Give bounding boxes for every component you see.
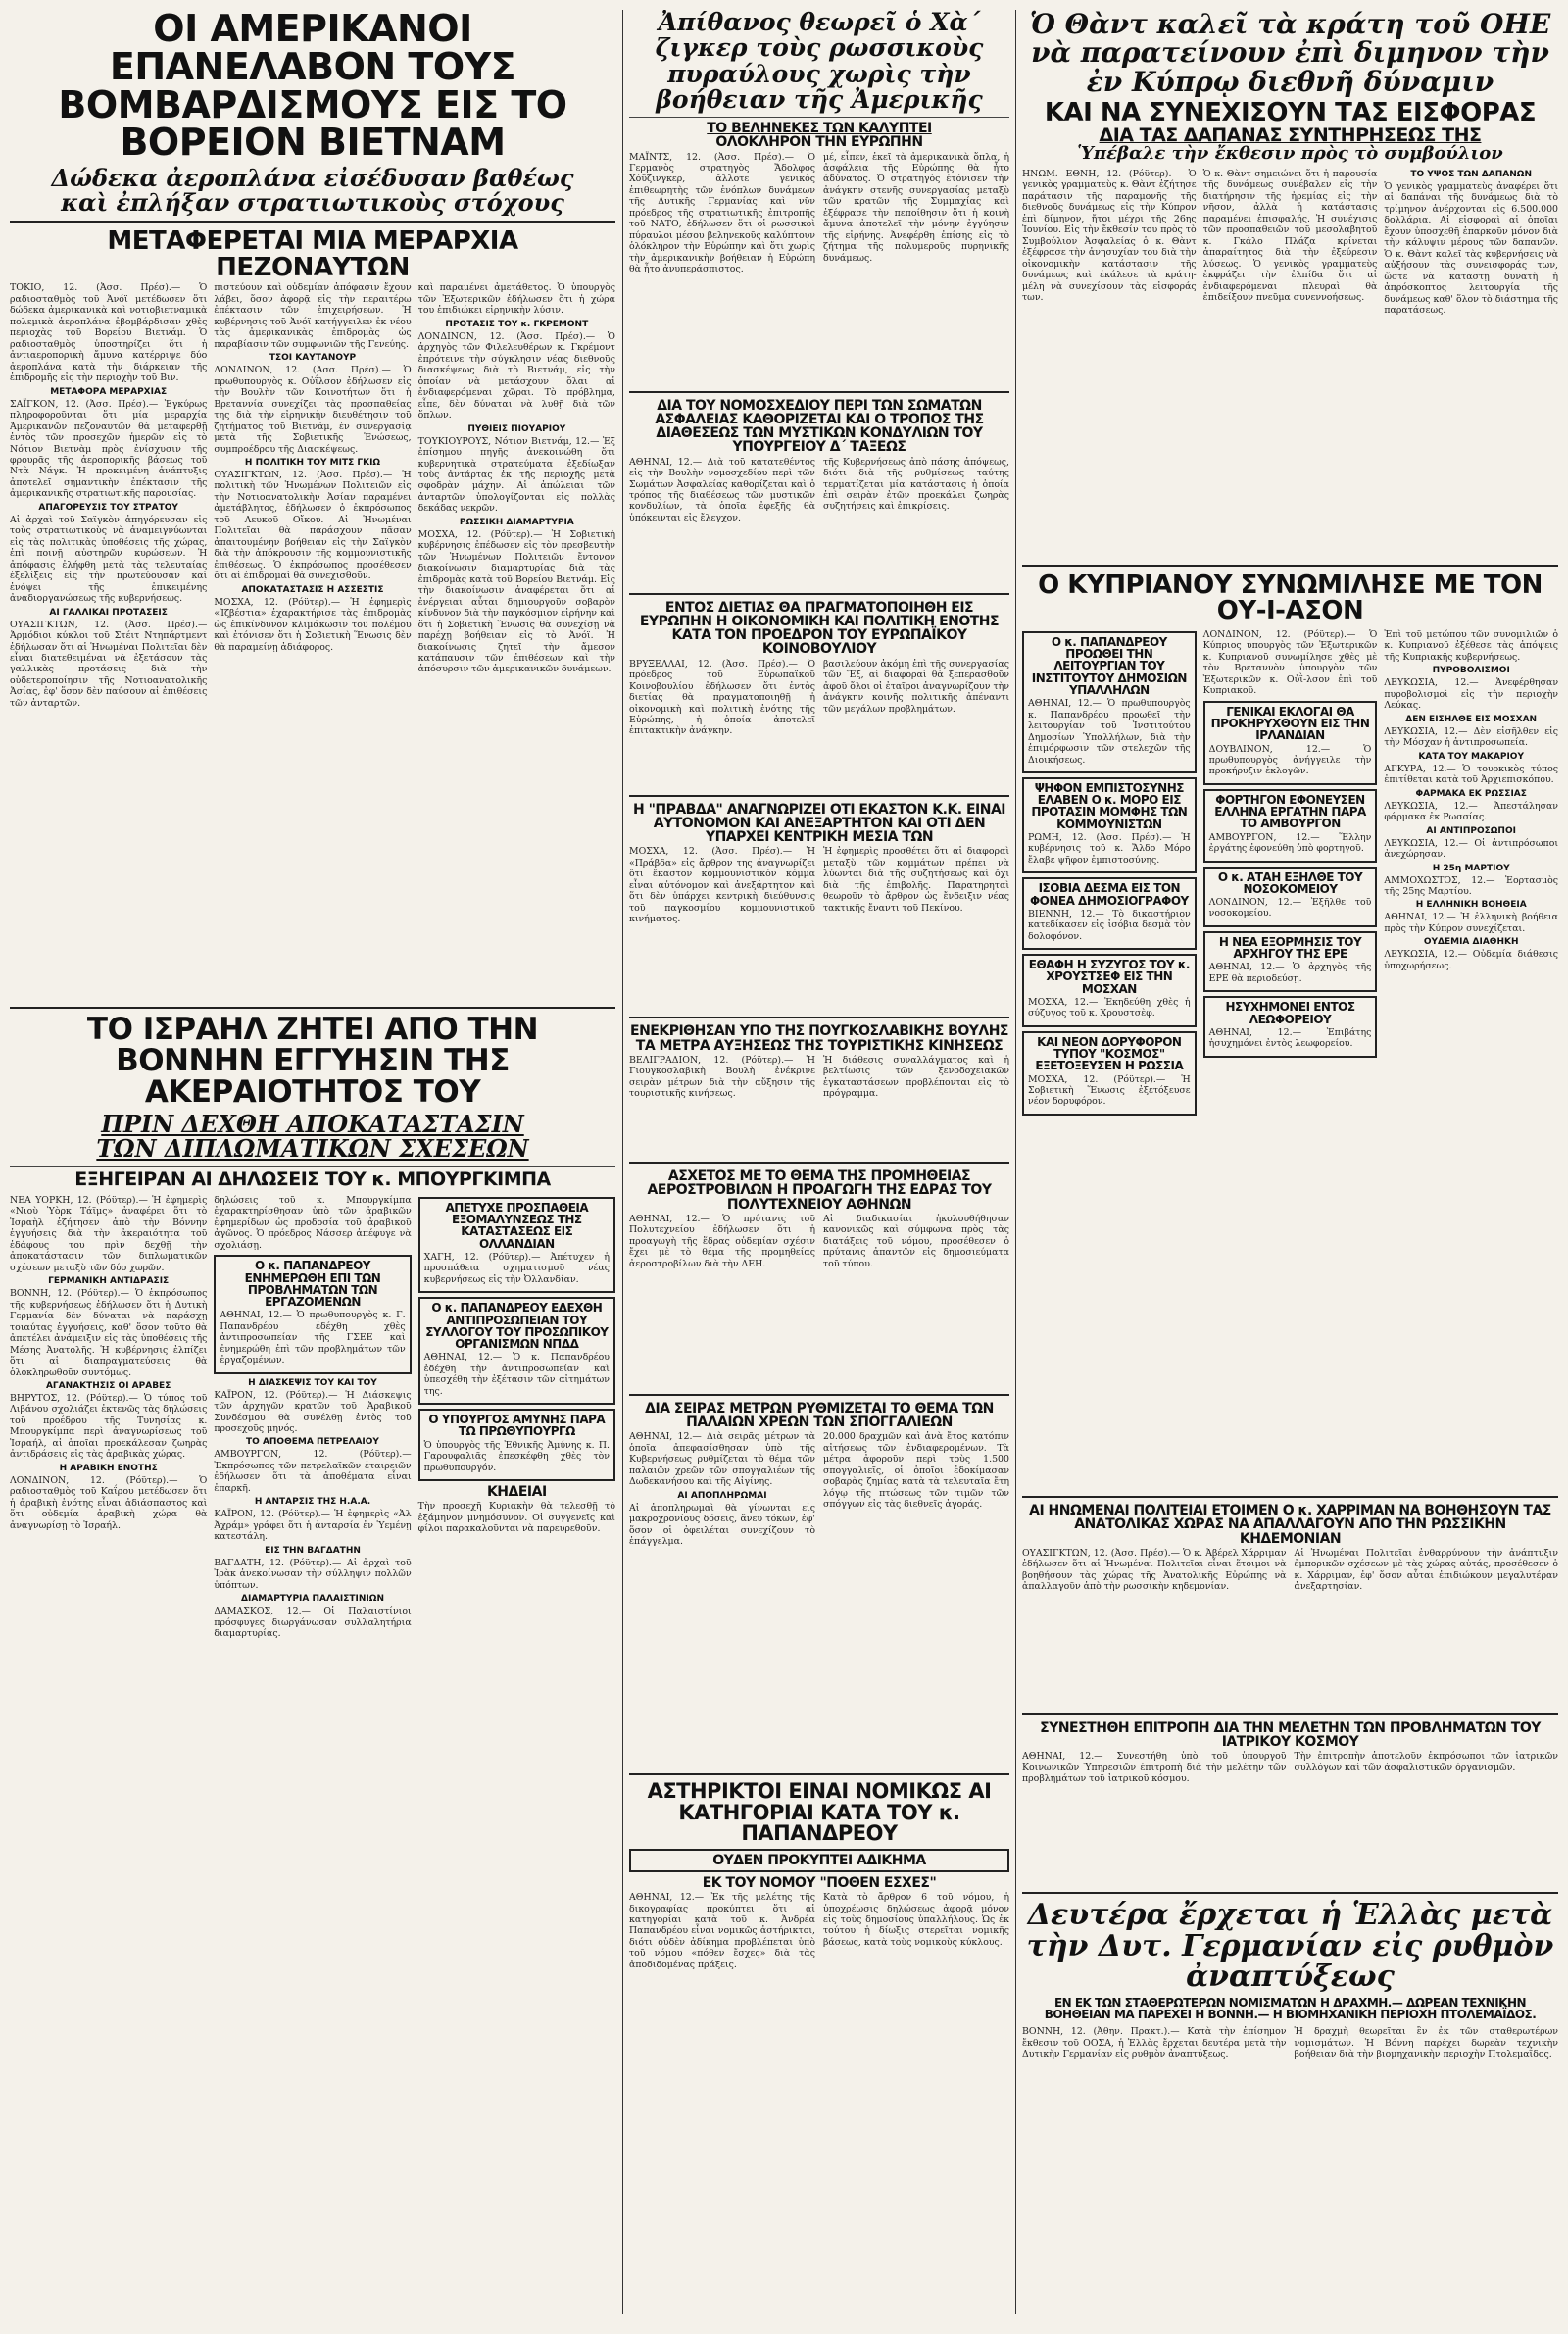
- column-right: [1022, 10, 1558, 2314]
- article-text: δηλώσεις τοῦ κ. Μπουργκίμπα ἐχαρακτηρίσθησαν ὑπὸ τῶν ἀραβικῶν ἐφημερίδων ὡς προδοσία τοῦ ἀραβικοῦ ἀγῶνος. Ὁ πρόεδρος Νάσσερ ἀπέφυγε νὰ σχολιάσῃ.: [214, 1194, 412, 1251]
- box-elections: ΓΕΝΙΚΑΙ ΕΚΛΟΓΑΙ ΘΑ ΠΡΟΚΗΡΥΧΘΟΥΝ ΕΙΣ ΤΗΝ ΙΡΛΑΝΔΙΑΝ ΔΟΥΒΛΙΝΟΝ, 12.— Ὁ πρωθυπουργὸς ἀνήγγειλε τὴν προκήρυξιν ἐκλογῶν.: [1203, 701, 1378, 785]
- article-text: ΒΟΝΝΗ, 12. (Ρόϋτερ).— Ὁ ἐκπρόσωπος τῆς κυβερνήσεως ἐδήλωσεν ὅτι ἡ Δυτικὴ Γερμανία δὲν δύναται νὰ παράσχῃ τοιαύτας ἐγγυήσεις, καθ' ὅσον τοῦτο θὰ ἀπετέλει ἀνάμειξιν εἰς τὰς ὑποθέσεις τῆς Μέσης Ἀνατολῆς. Ἡ κυβέρνησις ἐλπίζει ὅτι αἱ διαπραγματεύσεις θὰ ὁλοκληρωθοῦν συντόμως.: [10, 1288, 208, 1378]
- article-text: ΑΓΚΥΡΑ, 12.— Ὁ τουρκικὸς τύπος ἐπιτίθεται κατὰ τοῦ Ἀρχιεπισκόπου.: [1384, 763, 1558, 786]
- article-text: καὶ παραμένει ἀμετάθετος. Ὁ ὑπουργὸς τῶν Ἐξωτερικῶν ἐδήλωσεν ὅτι ἡ χώρα του ἐπιδιώκει εἰρηνικὴν λύσιν.: [417, 282, 615, 317]
- article-text: ΛΕΥΚΩΣΙΑ, 12.— Δὲν εἰσῆλθεν εἰς τὴν Μόσχαν ἡ ἀντιπροσωπεία.: [1384, 725, 1558, 749]
- article-text: ΜΑΪΝΤΣ, 12. (Ἀσσ. Πρέσ).— Ὁ Γερμανὸς στρατηγὸς Ἄδολφος Χόϋζινγκερ, ἄλλοτε γενικὸς ἐπιθεωρητὴς τῶν ἐνόπλων δυνάμεων τῆς Δυτικῆς Γερμανίας καὶ νῦν πρόεδρος τῆς στρατιωτικῆς ἐπιτροπῆς τοῦ ΝΑΤΟ, ἐδήλωσεν ὅτι οἱ ρωσσικοὶ πύραυλοι μέσου βεληνεκοῦς καλύπτουν ὁλόκληρον τὴν Εὐρώπην καὶ ὅτι χωρὶς τὴν ἀμερικανικὴν βοήθειαν ἡ Εὐρώπη θὰ ἦτο ἀνυπεράσπιστος.: [629, 151, 815, 275]
- column-left: [10, 10, 615, 2314]
- article-text: ΜΟΣΧΑ, 12.— Ἐκηδεύθη χθὲς ἡ σύζυγος τοῦ κ. Χρουστσὲφ.: [1028, 996, 1191, 1019]
- article-pravda: [629, 844, 1009, 1011]
- headline-security-bill: ΔΙΑ ΤΟΥ ΝΟΜΟΣΧΕΔΙΟΥ ΠΕΡΙ ΤΩΝ ΣΩΜΑΤΩΝ ΑΣΦΑΛΕΙΑΣ ΚΑΘΟΡΙΖΕΤΑΙ ΚΑΙ Ο ΤΡΟΠΟΣ ΤΗΣ ΔΙΑΘΕΣΕΩΣ ΤΩΝ ΜΥΣΤΙΚΩΝ ΚΟΝΔΥΛΙΩΝ ΤΟΥ ΥΠΟΥΡΓΕΙΟΥ Δ΄ ΤΑΞΕΩΣ: [655, 397, 984, 456]
- article-text: ΛΟΝΔΙΝΟΝ, 12. (Ἀσσ. Πρέσ).— Ὁ πρωθυπουργὸς κ. Οὐΐλσον ἐδήλωσεν εἰς τὴν Βουλὴν τῶν Κοινοτήτων ὅτι ἡ Βρεταννία συνεχίζει τὰς προσπαθείας της διὰ τὴν εἰρηνικὴν διευθέτησιν τοῦ ζητήματος τοῦ Βιετνάμ, ἐν συνεργασίᾳ μετὰ τῆς Σοβιετικῆς Ἑνώσεως, συμπροέδρου τῆς Διασκέψεως.: [214, 365, 412, 455]
- article-text: ΑΜΒΟΥΡΓΟΝ, 12.— Ἕλλην ἐργάτης ἐφονεύθη ὑπὸ φορτηγοῦ.: [1208, 831, 1372, 855]
- headline-vietnam-sub2: καὶ ἐπλήξαν στρατιωτικοὺς στόχους: [61, 188, 564, 218]
- article-kyprianou: [1022, 627, 1558, 1490]
- headline-bourguiba: ΕΞΗΓΕΙΡΑΝ ΑΙ ΔΗΛΩΣΕΙΣ ΤΟΥ κ. ΜΠΟΥΡΓΚΙΜΠΑ: [74, 1167, 551, 1190]
- subhead: ΔΕΝ ΕΙΣΗΛΘΕ ΕΙΣ ΜΟΣΧΑΝ: [1405, 714, 1538, 724]
- article-text: ΛΟΝΔΙΝΟΝ, 12. (Ρόϋτερ).— Ὁ ραδιοσταθμὸς τοῦ Καΐρου μετέδωσεν ὅτι ἡ ἀραβικὴ ἑνότης εἶναι ἀδιάσπαστος καὶ ὅτι οὐδεμία ἀραβικὴ χώρα θὰ ἀναγνωρίσῃ τὸ Ἰσραήλ.: [10, 1474, 208, 1531]
- headline-thant-sub1: ΚΑΙ ΝΑ ΣΥΝΕΧΙΣΟΥΝ ΤΑΣ ΕΙΣΦΟΡΑΣ: [1044, 98, 1537, 128]
- article-text: ΔΑΜΑΣΚΟΣ, 12.— Οἱ Παλαιστίνιοι πρόσφυγες διωργάνωσαν συλλαλητήρια διαμαρτυρίας.: [214, 1606, 412, 1640]
- article-text: ΝΕΑ ΥΟΡΚΗ, 12. (Ρόϋτερ).— Ἡ ἐφημερὶς «Νιοὺ Ὑὸρκ Τάϊμς» ἀναφέρει ὅτι τὸ Ἰσραὴλ ἐζήτησεν ἀπὸ τὴν Βόννην ἐγγυήσεις διὰ τὴν ἀκεραιότητα τοῦ ἐδάφους του πρὶν δεχθῇ τὴν ἀποκατάστασιν τῶν διπλωματικῶν σχέσεων μεταξὺ τῶν δύο χωρῶν.: [10, 1194, 208, 1273]
- headline-israel: ΤΟ ΙΣΡΑΗΛ ΖΗΤΕΙ ΑΠΟ ΤΗΝ ΒΟΝΝΗΝ ΕΓΓΥΗΣΙΝ ΤΗΣ ΑΚΕΡΑΙΟΤΗΤΟΣ ΤΟΥ: [86, 1012, 539, 1110]
- article-text: Ἡ διάθεσις συναλλάγματος καὶ ἡ βελτίωσις τῶν ξενοδοχειακῶν ἐγκαταστάσεων προβλέπονται εἰς τὸ πρόγραμμα.: [823, 1054, 1009, 1100]
- subhead: ΠΥΘΙΕΙΣ ΠΙΟΥΑΡΙΟΥ: [467, 423, 566, 434]
- subhead: ΜΕΤΑΦΟΡΑ ΜΕΡΑΡΧΙΑΣ: [50, 386, 168, 397]
- column-rule: [622, 10, 623, 2314]
- article-text: ΛΕΥΚΩΣΙΑ, 12.— Ἀπεστάλησαν φάρμακα ἐκ Ρωσσίας.: [1384, 800, 1558, 823]
- article-text: Ὁ ὑπουργὸς τῆς Ἐθνικῆς Ἀμύνης κ. Π. Γαρουφαλιᾶς ἐπεσκέφθη χθὲς τὸν πρωθυπουργόν.: [423, 1439, 610, 1473]
- subhead: ΑΠΟΚΑΤΑΣΤΑΣΙΣ Η ΑΣΣΕΣΤΙΣ: [241, 584, 384, 595]
- headline-vietnam-sub1: Δώδεκα ἀεροπλάνα εἰσέδυσαν βαθέως: [51, 164, 574, 192]
- article-text: Ὁ κ. Θὰντ σημειώνει ὅτι ἡ παρουσία τῆς δυνάμεως συνέβαλεν εἰς τὴν διατήρησιν τῆς ἠρεμίας εἰς τὴν νῆσον, ἀλλὰ ἡ κατάστασις παραμένει ἐπισφαλής. Ἡ συνέχισις τῶν προσπαθειῶν τοῦ μεσολαβητοῦ κ. Γκάλο Πλάζα κρίνεται ἀπαραίτητος διὰ τὴν ἐξεύρεσιν λύσεως. Ὁ γενικὸς γραμματεὺς ἐκφράζει τὴν ἐλπίδα ὅτι αἱ ἐνδιαφερόμεναι πλευραὶ θὰ ἐπιδείξουν πνεῦμα συνεννοήσεως.: [1202, 168, 1378, 304]
- article-security-bill: [629, 455, 1009, 587]
- article-text: ΑΜΜΟΧΩΣΤΟΣ, 12.— Ἑορτασμὸς τῆς 25ης Μαρτίου.: [1384, 874, 1558, 898]
- headline-papandreou-charges-sub2: ΕΚ ΤΟΥ ΝΟΜΟΥ "ΠΟΘΕΝ ΕΣΧΕΣ": [702, 1874, 937, 1891]
- article-text: ΛΕΥΚΩΣΙΑ, 12.— Οὐδεμία διάθεσις ὑποχωρήσεως.: [1384, 949, 1558, 971]
- article-text: ΑΘΗΝΑΙ, 12.— Ὁ κ. Παπανδρέου ἐδέχθη τὴν ἀντιπροσωπείαν καὶ ὑπεσχέθη τὴν ἐξέτασιν τῶν αἰτημάτων της.: [423, 1352, 610, 1397]
- article-text: ΜΟΣΧΑ, 12. (Ρόϋτερ).— Ἡ Σοβιετικὴ Ἕνωσις ἐξετόξευσε νέον δορυφόρον.: [1028, 1073, 1191, 1108]
- article-text: ΒΗΡΥΤΟΣ, 12. (Ρόϋτερ).— Ὁ τύπος τοῦ Λιβάνου σχολιάζει ἐκτενῶς τὰς δηλώσεις τοῦ προέδρου τῆς Τυνησίας κ. Μπουργκίμπα περὶ ἀναγνωρίσεως τοῦ Ἰσραήλ, αἱ ὁποῖαι προεκάλεσαν ζωηρὰς ἀντιδράσεις εἰς τὰς ἀραβικὰς χώρας.: [10, 1393, 208, 1461]
- article-text: ΡΩΜΗ, 12. (Ἀσσ. Πρέσ).— Ἡ κυβέρνησις τοῦ κ. Ἄλδο Μόρο ἔλαβε ψῆφον ἐμπιστοσύνης.: [1028, 831, 1191, 866]
- box-defence-minister: Ο ΥΠΟΥΡΓΟΣ ΑΜΥΝΗΣ ΠΑΡΑ ΤΩ ΠΡΩΘΥΠΟΥΡΓΩ Ὁ ὑπουργὸς τῆς Ἐθνικῆς Ἀμύνης κ. Π. Γαρουφαλιᾶς ἐπεσκέφθη χθὲς τὸν πρωθυπουργόν.: [418, 1409, 615, 1481]
- article-text: Ἡ ἐφημερὶς προσθέτει ὅτι αἱ διαφοραὶ μεταξὺ τῶν κομμάτων πρέπει νὰ λύωνται διὰ τῆς συζητήσεως καὶ ὄχι διὰ τῆς ἐπιβολῆς. Παρατηρηταὶ θεωροῦν τὸ ἄρθρον ὡς ἔνδειξιν νέας τακτικῆς ἔναντι τοῦ Πεκίνου.: [823, 846, 1009, 914]
- article-greece-growth: [1022, 2024, 1558, 2062]
- box-bus: ΗΣΥΧΗΜΟΝΕΙ ΕΝΤΟΣ ΛΕΩΦΟΡΕΙΟΥ ΑΘΗΝΑΙ, 12.— Ἐπιβάτης ἡσυχημόνει ἐντὸς λεωφορείου.: [1203, 996, 1378, 1057]
- headline-marines: ΜΕΤΑΦΕΡΕΤΑΙ ΜΙΑ ΜΕΡΑΡΧΙΑ ΠΕΖΟΝΑΥΤΩΝ: [107, 226, 518, 282]
- headline-papandreou-charges: ΑΣΤΗΡΙΚΤΟΙ ΕΙΝΑΙ ΝΟΜΙΚΩΣ ΑΙ ΚΑΤΗΓΟΡΙΑΙ ΚΑΤΑ ΤΟΥ κ. ΠΑΠΑΝΔΡΕΟΥ: [647, 1779, 992, 1846]
- article-text: ΟΥΑΣΙΓΚΤΩΝ, 12. (Ἀσσ. Πρέσ).— Ἀρμόδιοι κύκλοι τοῦ Στέιτ Ντηπάρτμεντ ἐδήλωσαν ὅτι αἱ Ἡνωμέναι Πολιτεῖαι δὲν εἶναι διατεθειμέναι νὰ ἐξετάσουν τὰς γαλλικὰς προτάσεις διὰ τὴν οὐδετεροποίησιν τῆς Νοτιοανατολικῆς Ἀσίας, ἐφ' ὅσον δὲν παύσουν αἱ ἐπιθέσεις τῶν ἀνταρτῶν.: [10, 619, 208, 709]
- subhead: ΓΕΡΜΑΝΙΚΗ ΑΝΤΙΔΡΑΣΙΣ: [48, 1276, 170, 1287]
- article-text: Αἱ ἀποπληρωμαὶ θὰ γίνωνται εἰς μακροχρονίους δόσεις, ἄνευ τόκων, ἐφ' ὅσον οἱ ὀφειλέται συνεχίζουν τὸ ἐπάγγελμα.: [629, 1502, 815, 1548]
- headline-israel-sub1: ΠΡΙΝ ΔΕΧΘΗ ΑΠΟΚΑΤΑΣΤΑΣΙΝ: [101, 1110, 524, 1139]
- article-text: ΛΕΥΚΩΣΙΑ, 12.— Ἀνεφέρθησαν πυροβολισμοὶ εἰς τὴν περιοχὴν Λεύκας.: [1384, 677, 1558, 712]
- article-text: ΑΘΗΝΑΙ, 12.— Ὁ πρωθυπουργὸς κ. Παπανδρέου προωθεῖ τὴν λειτουργίαν τοῦ Ἰνστιτούτου Δημοσίων Ὑπαλλήλων, διὰ τὴν ἐπιμόρφωσιν τῶν στελεχῶν τῆς Διοικήσεως.: [1028, 698, 1191, 766]
- article-text: Ἡ δραχμὴ θεωρεῖται ἓν ἐκ τῶν σταθερωτέρων νομισμάτων. Ἡ Βόννη παρέχει δωρεὰν τεχνικὴν βοήθειαν διὰ τὴν βιομηχανικὴν περιοχὴν Πτολεμαΐδος.: [1294, 2026, 1558, 2061]
- subhead: ΦΑΡΜΑΚΑ ΕΚ ΡΩΣΣΙΑΣ: [1415, 788, 1527, 799]
- article-text: ΑΘΗΝΑΙ, 12.— Συνεστήθη ὑπὸ τοῦ ὑπουργοῦ Κοινωνικῶν Ὑπηρεσιῶν ἐπιτροπὴ διὰ τὴν μελέτην τῶν προβλημάτων τοῦ ἰατρικοῦ κόσμου.: [1022, 1751, 1287, 1785]
- headline-thant-sub3: Ὑπέβαλε τὴν ἔκθεσιν πρὸς τὸ συμβούλιον: [1077, 143, 1503, 165]
- column-middle: [629, 10, 1009, 2314]
- box-ere: Η ΝΕΑ ΕΞΟΡΜΗΣΙΣ ΤΟΥ ΑΡΧΗΓΟΥ ΤΗΣ ΕΡΕ ΑΘΗΝΑΙ, 12.— Ὁ ἀρχηγὸς τῆς ΕΡΕ θὰ περιοδεύσῃ.: [1203, 931, 1378, 992]
- article-text: ΜΟΣΧΑ, 12. (Ρόϋτερ).— Ἡ ἐφημερὶς «Ἰζβέστια» ἐχαρακτήρισε τὰς ἐπιδρομὰς ὡς ἐπικίνδυνον κλιμάκωσιν τοῦ πολέμου καὶ ἐτόνισεν ὅτι ἡ Σοβιετικὴ Ἕνωσις δὲν θὰ παραμείνῃ ἀδιάφορος.: [214, 596, 412, 653]
- headline-kyprianou: Ο ΚΥΠΡΙΑΝΟΥ ΣΥΝΩΜΙΛΗΣΕ ΜΕ ΤΟΝ ΟΥ-Ι-ΑΣΟΝ: [1038, 570, 1543, 626]
- subhead: ΑΓΑΝΑΚΤΗΣΙΣ ΟΙ ΑΡΑΒΕΣ: [45, 1381, 172, 1392]
- headline-medical: ΣΥΝΕΣΤΗΘΗ ΕΠΙΤΡΟΠΗ ΔΙΑ ΤΗΝ ΜΕΛΕΤΗΝ ΤΩΝ ΠΡΟΒΛΗΜΑΤΩΝ ΤΟΥ ΙΑΤΡΙΚΟΥ ΚΟΣΜΟΥ: [1040, 1719, 1541, 1751]
- subhead: Η ΠΟΛΙΤΙΚΗ ΤΟΥ ΜΙΤΣ ΓΚΙΩ: [244, 457, 381, 468]
- headline-greece-growth: Δευτέρα ἔρχεται ἡ Ἑλλὰς μετὰ τὴν Δυτ. Γερμανίαν εἰς ρυθμὸν ἀναπτύξεως: [1026, 1898, 1554, 1995]
- article-text: ΑΘΗΝΑΙ, 12.— Ἡ ἑλληνικὴ βοήθεια πρὸς τὴν Κύπρον συνεχίζεται.: [1384, 912, 1558, 934]
- article-papandreou-charges: [629, 1890, 1009, 1973]
- article-text: ΤΟΚΙΟ, 12. (Ἀσσ. Πρέσ).— Ὁ ραδιοσταθμὸς τοῦ Ἀνόϊ μετέδωσεν ὅτι δώδεκα ἀμερικανικὰ καὶ νοτιοβιετναμικὰ πολεμικὰ ἀεροπλάνα ἐβομβάρδισαν χθὲς περιοχὰς τοῦ Βορείου Βιετνάμ. Ὁ ραδιοσταθμὸς ὑποστηρίζει ὅτι ἡ ἀντιαεροπορικὴ ἄμυνα κατέρριψε δύο ἀεροπλάνα κατὰ τὴν διάρκειαν τῆς ἐπιδρομῆς εἰς τὴν περιοχὴν τοῦ Βιν.: [10, 282, 208, 384]
- article-text: Τὴν ἐπιτροπὴν ἀποτελοῦν ἐκπρόσωποι τῶν ἰατρικῶν συλλόγων καὶ τῶν ἀσφαλιστικῶν ὀργανισμῶν.: [1294, 1751, 1558, 1773]
- article-text: ΒΕΛΙΓΡΑΔΙΟΝ, 12. (Ρόϋτερ).— Ἡ Γιουγκοσλαβικὴ Βουλὴ ἐνέκρινε σειρὰν μέτρων διὰ τὴν αὔξησιν τῆς τουριστικῆς κινήσεως.: [629, 1054, 815, 1100]
- box-netherlands: ΑΠΕΤΥΧΕ ΠΡΟΣΠΑΘΕΙΑ ΕΞΟΜΑΛΥΝΣΕΩΣ ΤΗΣ ΚΑΤΑΣΤΑΣΕΩΣ ΕΙΣ ΟΛΛΑΝΔΙΑΝ ΧΑΓΗ, 12. (Ρόϋτερ).— Ἀπέτυχεν ἡ προσπάθεια σχηματισμοῦ νέας κυβερνήσεως εἰς τὴν Ὀλλανδίαν.: [418, 1197, 615, 1293]
- subhead: ΡΩΣΣΙΚΗ ΔΙΑΜΑΡΤΥΡΙΑ: [459, 517, 574, 527]
- article-text: ΑΘΗΝΑΙ, 12.— Ὁ πρύτανις τοῦ Πολυτεχνείου ἐδήλωσεν ὅτι ἡ προαγωγὴ τῆς ἕδρας οὐδεμίαν σχέσιν ἔχει μὲ τὸ θέμα τῆς προμηθείας ἀεροστροβίλων διὰ τὴν ΔΕΗ.: [629, 1213, 815, 1269]
- box-life-sentence: ΙΣΟΒΙΑ ΔΕΣΜΑ ΕΙΣ ΤΟΝ ΦΟΝΕΑ ΔΗΜΟΣΙΟΓΡΑΦΟΥ ΒΙΕΝΝΗ, 12.— Τὸ δικαστήριον κατεδίκασεν εἰς ἰσόβια δεσμὰ τὸν δολοφόνον.: [1022, 877, 1197, 950]
- article-text: Αἱ Ἡνωμέναι Πολιτεῖαι ἐνθαρρύνουν τὴν ἀνάπτυξιν ἐμπορικῶν σχέσεων μὲ τὰς χώρας αὐτάς, προσέθεσεν ὁ κ. Χάρριμαν, ἐφ' ὅσον αὗται ἐπιδιώκουν μεγαλυτέραν ἀνεξαρτησίαν.: [1294, 1547, 1558, 1593]
- subhead: Η ΑΝΤΑΡΣΙΣ ΤΗΣ Η.Α.Α.: [254, 1497, 371, 1508]
- subhead: ΑΠΑΓΟΡΕΥΣΙΣ ΤΟΥ ΣΤΡΑΤΟΥ: [38, 502, 178, 513]
- article-european-unity: [629, 657, 1009, 789]
- article-missiles: [629, 150, 1009, 385]
- article-text: ΣΑΪΓΚΟΝ, 12. (Ἀσσ. Πρέσ).— Ἐγκύρως πληροφοροῦνται ὅτι μία μεραρχία Ἀμερικανῶν πεζοναυτῶν θὰ μεταφερθῇ ἐντὸς τῶν προσεχῶν ἡμερῶν εἰς τὸ Νότιον Βιετνὰμ πρὸς ἐνίσχυσιν τῆς φρουρᾶς τῆς ἀεροπορικῆς βάσεως τοῦ Ντὰ Νάγκ. Ἡ προκειμένη ἀνάπτυξις ἀποτελεῖ σημαντικὴν ἐπέκτασιν τῆς ἀμερικανικῆς στρατιωτικῆς παρουσίας.: [10, 398, 208, 500]
- headline-vietnam: ΟΙ ΑΜΕΡΙΚΑΝΟΙ ΕΠΑΝΕΛΑΒΟΝ ΤΟΥΣ ΒΟΜΒΑΡΔΙΣΜΟΥΣ ΕΙΣ ΤΟ ΒΟΡΕΙΟΝ ΒΙΕΤΝΑΜ: [58, 10, 567, 165]
- subhead: ΑΙ ΓΑΛΛΙΚΑΙ ΠΡΟΤΑΣΕΙΣ: [49, 607, 168, 618]
- article-text: πιστεύουν καὶ οὐδεμίαν ἀπόφασιν ἔχουν λάβει, ὅσον ἀφορᾷ εἰς τὴν περαιτέρω ἐπέκτασιν τῶν ἐπιχειρήσεων. Ἡ κυβέρνησις τοῦ Ἀνόϊ κατήγγειλεν ἐκ νέου τὰς ἀμερικανικὰς ἐπιδρομὰς ὡς παραβίασιν τῶν συμφωνιῶν τῆς Γενεύης.: [214, 282, 412, 350]
- article-text: Ὁ γενικὸς γραμματεὺς ἀναφέρει ὅτι αἱ δαπάναι τῆς δυνάμεως διὰ τὸ τρίμηνον ἀνέρχονται εἰς 6.500.000 δολλάρια. Αἱ εἰσφοραὶ αἱ ὁποῖαι ἔχουν ὑποσχεθῆ ἐπαρκοῦν μόνον διὰ τὴν κάλυψιν μέρους τῶν δαπανῶν. Ὁ κ. Θὰντ καλεῖ τὰς κυβερνήσεις νὰ αὐξήσουν τὰς συνεισφοράς των, ὥστε νὰ καταστῇ δυνατὴ ἡ ἀπρόσκοπτος λειτουργία τῆς δυνάμεως καθ' ὅλον τὸ διάστημα τῆς παρατάσεως.: [1384, 180, 1558, 317]
- article-text: Αἱ διαδικασίαι ἠκολουθήθησαν κανονικῶς καὶ σύμφωνα πρὸς τὰς διατάξεις τοῦ νόμου, προσέθεσεν ὁ πρύτανις ἀπαντῶν εἰς δημοσιεύματα τοῦ τύπου.: [823, 1213, 1009, 1269]
- article-text: ΗΝΩΜ. ΕΘΝΗ, 12. (Ρόϋτερ).— Ὁ γενικὸς γραμματεὺς κ. Θὰντ ἐζήτησε παράτασιν τῆς παραμονῆς τῆς διεθνοῦς δυνάμεως εἰς τὴν Κύπρον ἐπὶ δίμηνον, ἤτοι μέχρι τῆς 26ης Ἰουνίου. Εἰς τὴν ἔκθεσίν του πρὸς τὸ Συμβούλιον Ἀσφαλείας ὁ κ. Θὰντ ἐξέφρασε τὴν ἀνησυχίαν του διὰ τὴν οἰκονομικὴν κατάστασιν τῆς δυνάμεως καὶ ἐκάλεσε τὰ κράτη-μέλη νὰ συνεχίσουν τὰς εἰσφοράς των.: [1022, 168, 1197, 304]
- headline-israel-sub2: ΤΩΝ ΔΙΠΛΩΜΑΤΙΚΩΝ ΣΧΕΣΕΩΝ: [96, 1134, 529, 1164]
- article-israel: [10, 1193, 615, 1643]
- headline-thant: Ὁ Θὰντ καλεῖ τὰ κράτη τοῦ ΟΗΕ νὰ παρατείνουν ἐπὶ διμηνον τὴν ἐν Κύπρῳ διεθνῆ δύναμιν: [1029, 10, 1551, 98]
- article-text: ΛΟΝΔΙΝΟΝ, 12. (Ρόϋτερ).— Ὁ Κύπριος ὑπουργὸς τῶν Ἐξωτερικῶν κ. Κυπριανοῦ συνωμίλησε χθὲς μὲ τὸν Βρεταννὸν ὑπουργὸν τῶν Ἐξωτερικῶν κ. Οὐῒ-λσον ἐπὶ τοῦ Κυπριακοῦ.: [1202, 628, 1378, 697]
- article-text: ΑΘΗΝΑΙ, 12.— Ἐκ τῆς μελέτης τῆς δικογραφίας προκύπτει ὅτι αἱ κατηγορίαι κατὰ τοῦ κ. Ἀνδρέα Παπανδρέου εἶναι νομικῶς ἀστήρικτοι, διότι οὐδὲν ἀδίκημα προβλέπεται ὑπὸ τοῦ νόμου «πόθεν ἔσχες» διὰ τὰς ἀποδιδομένας πράξεις.: [629, 1892, 815, 1970]
- headline-yugoslav-tourism: ΕΝΕΚΡΙΘΗΣΑΝ ΥΠΟ ΤΗΣ ΠΟΥΓΚΟΣΛΑΒΙΚΗΣ ΒΟΥΛΗΣ ΤΑ ΜΕΤΡΑ ΑΥΞΗΣΕΩΣ ΤΗΣ ΤΟΥΡΙΣΤΙΚΗΣ ΚΙΝΗΣΕΩΣ: [630, 1023, 1008, 1054]
- subhead: ΟΥΔΕΜΙΑ ΔΙΑΘΗΚΗ: [1423, 937, 1519, 948]
- headline-missiles-sub1: ΤΟ ΒΕΛΗΝΕΚΕΣ ΤΩΝ ΚΑΛΥΠΤΕΙ: [707, 121, 932, 136]
- headline-pravda: Η "ΠΡΑΒΔΑ" ΑΝΑΓΝΩΡΙΖΕΙ ΟΤΙ ΕΚΑΣΤΟΝ Κ.Κ. ΕΙΝΑΙ ΑΥΤΟΝΟΜΟΝ ΚΑΙ ΑΝΕΞΑΡΤΗΤΟΝ ΚΑΙ ΟΤΙ ΔΕΝ ΥΠΑΡΧΕΙ ΚΕΝΤΡΙΚΗ ΜΕΣΙΑ ΤΩΝ: [632, 801, 1006, 846]
- article-harriman: [1022, 1546, 1558, 1708]
- article-text: ΒΙΕΝΝΗ, 12.— Τὸ δικαστήριον κατεδίκασεν εἰς ἰσόβια δεσμὰ τὸν δολοφόνον.: [1028, 908, 1191, 942]
- article-text: Ἐπὶ τοῦ μετώπου τῶν συνομιλιῶν ὁ κ. Κυπριανοῦ ἐξέθεσε τὰς ἀπόψεις τῆς Κυπριακῆς κυβερνήσεως.: [1384, 628, 1558, 663]
- column-rule: [1015, 10, 1016, 2314]
- article-text: ΒΟΝΝΗ, 12. (Ἀθην. Πρακτ.).— Κατὰ τὴν ἐπίσημον ἔκθεσιν τοῦ ΟΟΣΑ, ἡ Ἑλλὰς ἔρχεται δευτέρα μετὰ τὴν Δυτικὴν Γερμανίαν εἰς ρυθμὸν ἀναπτύξεως.: [1022, 2026, 1287, 2061]
- article-text: ΛΕΥΚΩΣΙΑ, 12.— Οἱ ἀντιπρόσωποι ἀνεχώρησαν.: [1384, 837, 1558, 861]
- box-truck: ΦΟΡΤΗΓΟΝ ΕΦΟΝΕΥΣΕΝ ΕΛΛΗΝΑ ΕΡΓΑΤΗΝ ΠΑΡΑ ΤΟ ΑΜΒΟΥΡΓΟΝ ΑΜΒΟΥΡΓΟΝ, 12.— Ἕλλην ἐργάτης ἐφονεύθη ὑπὸ φορτηγοῦ.: [1203, 789, 1378, 863]
- article-text: ΑΘΗΝΑΙ, 12.— Ἐπιβάτης ἡσυχημόνει ἐντὸς λεωφορείου.: [1208, 1026, 1372, 1050]
- article-text: ΑΘΗΝΑΙ, 12.— Διὰ σειρᾶς μέτρων τὰ ὁποῖα ἀπεφασίσθησαν ὑπὸ τῆς Κυβερνήσεως ρυθμίζεται τὸ θέμα τῶν παλαιῶν χρεῶν τῶν σπογγαλιέων τῆς Δωδεκανήσου καὶ τῆς Αἰγίνης.: [629, 1431, 815, 1488]
- subhead: Η ΑΡΑΒΙΚΗ ΕΝΟΤΗΣ: [59, 1463, 158, 1473]
- article-text: ΛΟΝΔΙΝΟΝ, 12. (Ἀσσ. Πρέσ).— Ὁ ἀρχηγὸς τῶν Φιλελευθέρων κ. Γκρέμοντ ἐπρότεινε τὴν σύγκλησιν νέας διεθνοῦς διασκέψεως διὰ τὸ Βιετνάμ, εἰς τὴν ὁποίαν νὰ μετάσχουν ὅλαι αἱ ἐνδιαφερόμεναι χῶραι. Τὸ πρόβλημα, εἶπε, δὲν δύναται νὰ λυθῇ διὰ τῶν ὅπλων.: [417, 330, 615, 422]
- headline-funerals: ΚΗΔΕΙΑΙ: [486, 1484, 547, 1501]
- headline-papandreou-charges-sub1: ΟΥΔΕΝ ΠΡΟΚΥΠΤΕΙ ΑΔΙΚΗΜΑ: [629, 1849, 1009, 1872]
- box-moro: ΨΗΦΟΝ ΕΜΠΙΣΤΟΣΥΝΗΣ ΕΛΑΒΕΝ Ο κ. ΜΟΡΟ ΕΙΣ ΠΡΟΤΑΣΙΝ ΜΟΜΦΗΣ ΤΩΝ ΚΟΜΜΟΥΝΙΣΤΩΝ ΡΩΜΗ, 12. (Ἀσσ. Πρέσ).— Ἡ κυβέρνησις τοῦ κ. Ἄλδο Μόρο ἔλαβε ψῆφον ἐμπιστοσύνης.: [1022, 777, 1197, 873]
- article-yugoslav-tourism: [629, 1053, 1009, 1156]
- article-text: Τὴν προσεχῆ Κυριακὴν θὰ τελεσθῇ τὸ ἑξάμηνον μνημόσυνον. Οἱ συγγενεῖς καὶ φίλοι παρακαλοῦνται νὰ παρευρεθοῦν.: [417, 1501, 615, 1535]
- article-text: ΒΑΓΔΑΤΗ, 12. (Ρόϋτερ).— Αἱ ἀρχαὶ τοῦ Ἰρὰκ ἀνεκοίνωσαν τὴν σύλληψιν πολλῶν ὑπόπτων.: [214, 1557, 412, 1591]
- subhead: Η 25η ΜΑΡΤΙΟΥ: [1432, 863, 1510, 873]
- article-text: τῆς Κυβερνήσεως ἀπὸ πάσης ἀπόψεως, διότι διὰ τῆς ρυθμίσεως ταύτης τερματίζεται μία κατάστασις ἡ ὁποία ἐπὶ σειρὰν ἐτῶν προεκάλει ζωηρὰς συζητήσεις καὶ ἐπικρίσεις.: [823, 456, 1009, 513]
- subhead: ΤΟ ΥΨΟΣ ΤΩΝ ΔΑΠΑΝΩΝ: [1410, 169, 1532, 179]
- article-text: ΟΥΑΣΙΓΚΤΩΝ, 12. (Ἀσσ. Πρέσ).— Ὁ κ. Ἀβέρελ Χάρριμαν ἐδήλωσεν ὅτι αἱ Ἡνωμέναι Πολιτεῖαι εἶναι ἕτοιμοι νὰ βοηθήσουν τὰς χώρας τῆς Ἀνατολικῆς Εὐρώπης νὰ ἀπαλλαγοῦν ἀπὸ τὴν ρωσσικὴν κηδεμονίαν.: [1022, 1547, 1287, 1593]
- headline-sponge-fishers: ΔΙΑ ΣΕΙΡΑΣ ΜΕΤΡΩΝ ΡΥΘΜΙΖΕΤΑΙ ΤΟ ΘΕΜΑ ΤΩΝ ΠΑΛΑΙΩΝ ΧΡΕΩΝ ΤΩΝ ΣΠΟΓΓΑΛΙΕΩΝ: [645, 1400, 994, 1431]
- headline-greece-growth-sub: ΕΝ ΕΚ ΤΩΝ ΣΤΑΘΕΡΩΤΕΡΩΝ ΝΟΜΙΣΜΑΤΩΝ Η ΔΡΑΧΜΗ.— ΔΩΡΕΑΝ ΤΕΧΝΙΚΗΝ ΒΟΗΘΕΙΑΝ ΜΑ ΠΑΡΕΧΕΙ Η ΒΟΝΝΗ.— Η ΒΙΟΜΗΧΑΝΙΚΗ ΠΕΡΙΟΧΗ ΠΤΟΛΕΜΑΪΔΟΣ.: [1044, 1995, 1537, 2022]
- article-text: ΑΜΒΟΥΡΓΟΝ, 12. (Ρόϋτερ).— Ἐκπρόσωπος τῶν πετρελαϊκῶν ἑταιρειῶν ἐδήλωσεν ὅτι τὰ ἀποθέματα εἶναι ἐπαρκῆ.: [214, 1449, 412, 1494]
- article-text: ΛΟΝΔΙΝΟΝ, 12.— Ἐξῆλθε τοῦ νοσοκομείου.: [1208, 897, 1372, 919]
- article-sponge-fishers: [629, 1429, 1009, 1767]
- subhead: ΠΡΟΤΑΣΙΣ ΤΟΥ κ. ΓΚΡΕΜΟΝΤ: [445, 319, 589, 329]
- subhead: ΤΣΟΙ ΚΑΥΤΑΝΟΥΡ: [269, 353, 357, 364]
- box-khrushchev: ΕΘΑΦΗ Η ΣΥΖΥΓΟΣ ΤΟΥ κ. ΧΡΟΥΣΤΣΕΦ ΕΙΣ ΤΗΝ ΜΟΣΧΑΝ ΜΟΣΧΑ, 12.— Ἐκηδεύθη χθὲς ἡ σύζυγος τοῦ κ. Χρουστσὲφ.: [1022, 954, 1197, 1027]
- newspaper-page: [10, 10, 1558, 2314]
- subhead: ΤΟ ΑΠΟΘΕΜΑ ΠΕΤΡΕΛΑΙΟΥ: [246, 1437, 379, 1448]
- box-hospital: Ο κ. ΑΤΑΗ ΕΞΗΛΘΕ ΤΟΥ ΝΟΣΟΚΟΜΕΙΟΥ ΛΟΝΔΙΝΟΝ, 12.— Ἐξῆλθε τοῦ νοσοκομείου.: [1203, 867, 1378, 927]
- article-medical: [1022, 1749, 1558, 1886]
- article-text: ΒΡΥΞΕΛΛΑΙ, 12. (Ἀσσ. Πρέσ).— Ὁ πρόεδρος τοῦ Εὐρωπαϊκοῦ Κοινοβουλίου ἐδήλωσεν ὅτι ἐντὸς διετίας θὰ πραγματοποιηθῇ ἡ οἰκονομικὴ καὶ πολιτικὴ ἑνότης τῆς Εὐρώπης, ἡ ὁποία ἀποτελεῖ ἐπιτακτικὴν ἀνάγκην.: [629, 658, 815, 737]
- article-text: ΚΑΪΡΟΝ, 12. (Ρόϋτερ).— Ἡ Διάσκεψις τῶν ἀρχηγῶν κρατῶν τοῦ Ἀραβικοῦ Συνδέσμου θὰ συνέλθῃ ἐντὸς τοῦ προσεχοῦς μηνός.: [214, 1389, 412, 1435]
- subhead: ΕΙΣ ΤΗΝ ΒΑΓΔΑΤΗΝ: [265, 1545, 361, 1556]
- box-papandreou-workers: Ο κ. ΠΑΠΑΝΔΡΕΟΥ ΕΝΗΜΕΡΩΘΗ ΕΠΙ ΤΩΝ ΠΡΟΒΛΗΜΑΤΩΝ ΤΩΝ ΕΡΓΑΖΟΜΕΝΩΝ ΑΘΗΝΑΙ, 12.— Ὁ πρωθυπουργὸς κ. Γ. Παπανδρέου ἐδέχθη χθὲς ἀντιπροσωπείαν τῆς ΓΣΕΕ καὶ ἐνημερώθη ἐπὶ τῶν προβλημάτων τῶν ἐργαζομένων.: [214, 1255, 411, 1373]
- headline-polytechnic: ΑΣΧΕΤΟΣ ΜΕ ΤΟ ΘΕΜΑ ΤΗΣ ΠΡΟΜΗΘΕΙΑΣ ΑΕΡΟΣΤΡΟΒΙΛΩΝ Η ΠΡΟΑΓΩΓΗ ΤΗΣ ΕΔΡΑΣ ΤΟΥ ΠΟΛΥΤΕΧΝΕΙΟΥ ΑΘΗΝΩΝ: [647, 1167, 992, 1213]
- article-text: μέ, εἶπεν, ἐκεῖ τὰ ἀμερικανικὰ ὅπλα, ἡ ἀσφάλεια τῆς Εὐρώπης θὰ ἦτο ἀδύνατος. Ὁ στρατηγὸς ἐτόνισεν τὴν ἀνάγκην στενῆς συνεργασίας μεταξὺ τῶν κρατῶν τῆς Συμμαχίας καὶ ἐξέφρασε τὴν πεποίθησιν ὅτι ἡ κοινὴ ἄμυνα ἀποτελεῖ τὴν μόνην ἐγγύησιν τῆς εἰρήνης. Ἀνεφέρθη ἐπίσης εἰς τὸ ζήτημα τῆς πολυμεροῦς πυρηνικῆς δυνάμεως.: [823, 151, 1009, 264]
- subhead: ΚΑΤΑ ΤΟΥ ΜΑΚΑΡΙΟΥ: [1418, 751, 1524, 762]
- article-text: ΧΑΓΗ, 12. (Ρόϋτερ).— Ἀπέτυχεν ἡ προσπάθεια σχηματισμοῦ νέας κυβερνήσεως εἰς τὴν Ὀλλανδίαν.: [423, 1251, 610, 1285]
- article-text: ΚΑΪΡΟΝ, 12. (Ρόϋτερ).— Ἡ ἐφημερὶς «Ἀλ Ἀχράμ» γράφει ὅτι ἡ ἀνταρσία ἐν Ὑεμένῃ κατεστάλη.: [214, 1509, 412, 1543]
- subhead: ΠΥΡΟΒΟΛΙΣΜΟΙ: [1432, 666, 1510, 676]
- article-vietnam: [10, 280, 615, 1001]
- box-kosmos: ΚΑΙ ΝΕΟΝ ΔΟΡΥΦΟΡΟΝ ΤΥΠΟΥ "ΚΟΣΜΟΣ" ΕΞΕΤΟΞΕΥΣΕΝ Η ΡΩΣΣΙΑ ΜΟΣΧΑ, 12. (Ρόϋτερ).— Ἡ Σοβιετικὴ Ἕνωσις ἐξετόξευσε νέον δορυφόρον.: [1022, 1031, 1197, 1116]
- article-polytechnic: [629, 1212, 1009, 1388]
- article-text: Κατὰ τὸ ἄρθρον 6 τοῦ νόμου, ἡ ὑποχρέωσις δηλώσεως ἀφορᾷ μόνον εἰς τοὺς δημοσίους ὑπαλλήλους. Ὡς ἐκ τούτου ἡ δίωξις στερεῖται νομικῆς βάσεως, κατὰ τοὺς νομικοὺς κύκλους.: [823, 1892, 1009, 1948]
- subhead: ΑΙ ΑΠΟΠΛΗΡΩΜΑΙ: [677, 1490, 767, 1501]
- article-text: ΜΟΣΧΑ, 12. (Ρόϋτερ).— Ἡ Σοβιετικὴ κυβέρνησις ἐπέδωσεν εἰς τὸν πρεσβευτὴν τῶν Ἡνωμένων Πολιτειῶν ἔντονον διακοίνωσιν διαμαρτυρίας διὰ τὰς ἐπιδρομὰς κατὰ τοῦ Βορείου Βιετνάμ. Εἰς τὴν διακοίνωσιν ἀναφέρεται ὅτι αἱ ἐνέργειαι αὗται δημιουργοῦν σοβαρὸν κίνδυνον διὰ τὴν παγκόσμιον εἰρήνην καὶ ὅτι ἡ Σοβιετικὴ Ἕνωσις θὰ συνεχίσῃ νὰ παρέχῃ βοήθειαν εἰς τὸ Ἀνόϊ. Ἡ διακοίνωσις ζητεῖ τὴν ἄμεσον κατάπαυσιν τῶν ἐπιθέσεων καὶ τὴν ἀπόσυρσιν τῶν ἀμερικανικῶν δυνάμεων.: [417, 528, 615, 675]
- article-thant: [1022, 167, 1558, 559]
- article-text: ΑΘΗΝΑΙ, 12.— Ὁ πρωθυπουργὸς κ. Γ. Παπανδρέου ἐδέχθη χθὲς ἀντιπροσωπείαν τῆς ΓΣΕΕ καὶ ἐνημερώθη ἐπὶ τῶν προβλημάτων τῶν ἐργαζομένων.: [220, 1310, 406, 1366]
- subhead: Η ΕΛΛΗΝΙΚΗ ΒΟΗΘΕΙΑ: [1415, 900, 1527, 911]
- article-text: Αἱ ἀρχαὶ τοῦ Σαϊγκὸν ἀπηγόρευσαν εἰς τοὺς στρατιωτικοὺς νὰ ἀναμειγνύωνται εἰς τὰς πολιτικὰς ὑποθέσεις τῆς χώρας, ἐπὶ ποινῇ αὐστηρῶν κυρώσεων. Ἡ ἀπόφασις ἐλήφθη μετὰ τὰς τελευταίας ἐξελίξεις εἰς τὴν πρωτεύουσαν καὶ ἐνόψει τῆς ἐπικειμένης ἀναδιοργανώσεως τῆς κυβερνήσεως.: [10, 514, 208, 605]
- article-text: βασιλεύουν ἀκόμη ἐπὶ τῆς συνεργασίας τῶν Ἕξ, αἱ διαφοραὶ θὰ ξεπερασθοῦν ἀφοῦ ὅλοι οἱ ἐταῖροι ἀναγνωρίζουν τὴν ἀνάγκην κοινῆς πολιτικῆς ἀπέναντι τῶν μεγάλων προβλημάτων.: [823, 658, 1009, 715]
- article-text: ΜΟΣΧΑ, 12. (Ἀσσ. Πρέσ).— Ἡ «Πράβδα» εἰς ἄρθρον της ἀναγνωρίζει ὅτι ἕκαστον κομμουνιστικὸν κόμμα εἶναι αὐτόνομον καὶ ἀνεξάρτητον καὶ ὅτι δὲν ὑπάρχει κεντρικὴ διεύθυνσις τοῦ παγκοσμίου κομμουνιστικοῦ κινήματος.: [629, 846, 815, 925]
- article-text: ΑΘΗΝΑΙ, 12.— Διὰ τοῦ κατατεθέντος εἰς τὴν Βουλὴν νομοσχεδίου περὶ τῶν Σωμάτων Ἀσφαλείας καθορίζεται καὶ ὁ τρόπος τῆς διαθέσεως τῶν μυστικῶν κονδυλίων, τὰ ὁποῖα ἐφεξῆς θὰ ὑπόκεινται εἰς ἔλεγχον.: [629, 456, 815, 523]
- headline-thant-sub2: ΔΙΑ ΤΑΣ ΔΑΠΑΝΑΣ ΣΥΝΤΗΡΗΣΕΩΣ ΤΗΣ: [1099, 124, 1482, 146]
- article-text: 20.000 δραχμῶν καὶ ἀνὰ ἔτος κατόπιν αἰτήσεως τῶν ἐνδιαφερομένων. Τὰ μέτρα ἀφοροῦν περὶ τοὺς 1.500 σπογγαλιεῖς, οἱ ὁποῖοι ἐδοκίμασαν σοβαρὰς ζημίας κατὰ τὰ τελευταῖα ἔτη λόγῳ τῆς πτώσεως τῶν τιμῶν τῶν σπόγγων εἰς τὰς διεθνεῖς ἀγοράς.: [823, 1431, 1009, 1511]
- subhead: Η ΔΙΑΣΚΕΨΙΣ ΤΟΥ ΚΑΙ ΤΟΥ: [248, 1377, 377, 1388]
- article-text: ΟΥΑΣΙΓΚΤΩΝ, 12. (Ἀσσ. Πρέσ).— Ἡ πολιτικὴ τῶν Ἡνωμένων Πολιτειῶν εἰς τὴν Νοτιοανατολικὴν Ἀσίαν παραμένει ἀμετάβλητος, ἐδήλωσεν ὁ ἐκπρόσωπος τοῦ Λευκοῦ Οἴκου. Αἱ Ἡνωμέναι Πολιτεῖαι θὰ παράσχουν πᾶσαν ἀπαιτουμένην βοήθειαν εἰς τὴν Σαϊγκὸν διὰ τὴν ἀπόκρουσιν τῆς κομμουνιστικῆς ἐπιθέσεως. Ὁ ἐκπρόσωπος προσέθεσεν ὅτι αἱ ἐπιδρομαὶ θὰ συνεχισθοῦν.: [214, 469, 412, 582]
- article-text: ΔΟΥΒΛΙΝΟΝ, 12.— Ὁ πρωθυπουργὸς ἀνήγγειλε τὴν προκήρυξιν ἐκλογῶν.: [1208, 743, 1372, 777]
- box-papandreou-npdd: Ο κ. ΠΑΠΑΝΔΡΕΟΥ ΕΔΕΧΘΗ ΑΝΤΙΠΡΟΣΩΠΕΙΑΝ ΤΟΥ ΣΥΛΛΟΓΟΥ ΤΟΥ ΠΡΟΣΩΠΙΚΟΥ ΟΡΓΑΝΙΣΜΩΝ ΝΠΔΔ ΑΘΗΝΑΙ, 12.— Ὁ κ. Παπανδρέου ἐδέχθη τὴν ἀντιπροσωπείαν καὶ ὑπεσχέθη τὴν ἐξέτασιν τῶν αἰτημάτων της.: [418, 1297, 615, 1405]
- subhead: ΑΙ ΑΝΤΙΠΡΟΣΩΠΟΙ: [1426, 825, 1516, 836]
- headline-european-unity: ΕΝΤΟΣ ΔΙΕΤΙΑΣ ΘΑ ΠΡΑΓΜΑΤΟΠΟΙΗΘΗ ΕΙΣ ΕΥΡΩΠΗΝ Η ΟΙΚΟΝΟΜΙΚΗ ΚΑΙ ΠΟΛΙΤΙΚΗ ΕΝΟΤΗΣ ΚΑΤΑ ΤΟΝ ΠΡΟΕΔΡΟΝ ΤΟΥ ΕΥΡΩΠΑΪΚΟΥ ΚΟΙΝΟΒΟΥΛΙΟΥ: [639, 599, 1000, 658]
- headline-missiles-sub2: ΟΛΟΚΛΗΡΟΝ ΤΗΝ ΕΥΡΩΠΗΝ: [715, 134, 923, 151]
- box-institute: Ο κ. ΠΑΠΑΝΔΡΕΟΥ ΠΡΟΩΘΕΙ ΤΗΝ ΛΕΙΤΟΥΡΓΙΑΝ ΤΟΥ ΙΝΣΤΙΤΟΥΤΟΥ ΔΗΜΟΣΙΩΝ ΥΠΑΛΛΗΛΩΝ ΑΘΗΝΑΙ, 12.— Ὁ πρωθυπουργὸς κ. Παπανδρέου προωθεῖ τὴν λειτουργίαν τοῦ Ἰνστιτούτου Δημοσίων Ὑπαλλήλων, διὰ τὴν ἐπιμόρφωσιν τῶν στελεχῶν τῆς Διοικήσεως.: [1022, 631, 1197, 773]
- headline-missiles: Ἀπίθανος θεωρεῖ ὁ Χὰ΄ ζιγκερ τοὺς ρωσσικοὺς πυραύλους χωρὶς τὴν βοήθειαν τῆς Ἀμερικῆς: [655, 10, 984, 114]
- subhead: ΔΙΑΜΑΡΤΥΡΙΑ ΠΑΛΑΙΣΤΙΝΙΩΝ: [241, 1594, 384, 1605]
- article-text: ΤΟΥΚΙΟΥΡΟΥΣ, Νότιον Βιετνάμ, 12.— Ἐξ ἐπίσημου πηγῆς ἀνεκοινώθη ὅτι κυβερνητικὰ στρατεύματα ἐξεδίωξαν τοὺς ἀντάρτας ἐκ τῆς περιοχῆς μετὰ σφοδρὰν μάχην. Αἱ ἀπώλειαι τῶν ἀνταρτῶν ὑπολογίζονται εἰς πολλὰς δεκάδας νεκρῶν.: [417, 435, 615, 515]
- article-text: ΑΘΗΝΑΙ, 12.— Ὁ ἀρχηγὸς τῆς ΕΡΕ θὰ περιοδεύσῃ.: [1208, 962, 1372, 984]
- headline-harriman: ΑΙ ΗΝΩΜΕΝΑΙ ΠΟΛΙΤΕΙΑΙ ΕΤΟΙΜΕΝ Ο κ. ΧΑΡΡΙΜΑΝ ΝΑ ΒΟΗΘΗΣΟΥΝ ΤΑΣ ΑΝΑΤΟΛΙΚΑΣ ΧΩΡΑΣ ΝΑ ΑΠΑΛΛΑΓΟΥΝ ΑΠΟ ΤΗΝ ΡΩΣΣΙΚΗΝ ΚΗΔΕΜΟΝΙΑΝ: [1029, 1502, 1551, 1547]
